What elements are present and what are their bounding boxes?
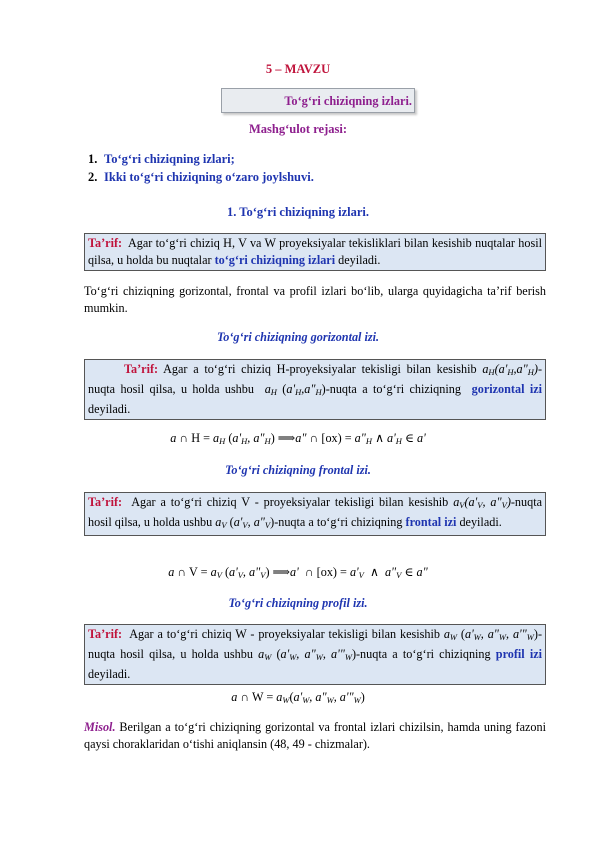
definition-box-profile: Ta’rif: Agar a to‘g‘ri chiziq W - proyeksiyalar tekisligi bilan kesishib $a_W$ ($a'_W$, $a"_W$, $a'"_W$)-nuqta hosil qilsa, u holda ushbu $a_W$ ($a'_W$, $a"_W$, $a'"_W$)-nuqta a to‘g‘ri chiziqning profil izi deyiladi. [84,624,546,685]
example-paragraph [84,719,546,753]
intro-paragraph: To‘g‘ri chiziqning gorizontal, frontal va profil izlari bo‘lib, ularga quyidagicha ta’rif berish mumkin. [84,284,546,315]
example-label: Misol. [84,720,116,734]
definition-box-frontal: Ta’rif: Agar a to‘g‘ri chiziq V - proyeksiyalar tekisligi bilan kesishib $a_V(a'_V$, $a"_V$)-nuqta hosil qilsa, u holda ushbu $a_V$ ($a'_V$, $a"_V$)-nuqta a to‘g‘ri chiziqning frontal izi deyiladi. [84,492,546,536]
plan-title: Mashg‘ulot rejasi: [248,122,348,136]
definition-text: Agar a to‘g‘ri chiziq H-proyeksiyalar tekisligi bilan kesishib [163,362,477,376]
section-title: 1. To‘g‘ri chiziqning izlari. [226,205,370,219]
definition-text: Agar a to‘g‘ri chiziq W - proyeksiyalar tekisligi bilan kesishib [129,627,440,641]
definition-text: Agar a to‘g‘ri chiziq V - proyeksiyalar tekisligi bilan kesishib [131,495,449,509]
definition-text: -nuqta a to‘g‘ri chiziqning [274,515,403,529]
plan-text: To‘g‘ri chiziqning izlari; [104,152,235,166]
horizontal-trace-title: To‘g‘ri chiziqning gorizontal izi. [216,330,380,344]
plan-item-2 [88,170,314,185]
definition-label: Ta’rif: [88,236,123,250]
definition-term: profil izi [495,647,543,661]
definition-text: -nuqta hosil qilsa, u holda ushbu [88,627,542,661]
plan-text: Ikki to‘g‘ri chiziqning o‘zaro joylshuvi. [104,170,314,184]
definition-end: deyiladi. [459,515,502,529]
definition-end: deyiladi. [88,667,131,681]
definition-label: Ta’rif: [88,627,123,641]
definition-text: -nuqta a [356,647,398,661]
definition-end: deyiladi. [88,402,131,416]
definition-label: Ta’rif: [88,495,123,509]
definition-box-horizontal: Ta’rif: Agar a to‘g‘ri chiziq H-proyeksiyalar tekisligi bilan kesishib $a_H(a'_H,a"_H)$-nuqta hosil qilsa, u holda ushbu $a_H$ $(a'_H,a"_H)$-nuqta a to‘g‘ri chiziqning gorizontal izi deyiladi. [84,359,546,420]
topic-box: To‘g‘ri chiziqning izlari. [221,88,415,113]
plan-item-1 [88,152,235,167]
definition-text: -nuqta hosil qilsa, u holda ushbu [88,495,543,529]
formula-horizontal: a ∩ $H = a_H$ ($a'_H$, $a"_H$) ⟹a" ∩ $[ox) = a"_H$ ∧ $a'_H$ ∈ a' [170,431,426,446]
definition-end: deyiladi. [338,253,381,267]
definition-text: Agar to‘g‘ri chiziq H, V va W proyeksiyalar tekisliklari bilan kesishib nuqtalar hosil qilsa, u holda bu nuqtalar [88,236,542,267]
formula-frontal: a ∩ $V = a_V$ ($a'_V$, $a"_V$) ⟹a' ∩ $[ox) = a'_V$ ∧ $a"_V$ ∈ a" [168,565,428,580]
definition-text: -nuqta a to‘g‘ri chiziqning [325,382,461,396]
definition-text: -nuqta hosil qilsa, u holda ushbu [88,362,542,396]
definition-label: Ta’rif: [124,362,159,376]
formula-profile: a ∩ $W = a_W(a'_W$, $a"_W$, $a'"_W$) [231,690,365,705]
plan-number: 2. [88,170,98,184]
plan-number: 1. [88,152,98,166]
definition-term: to‘g‘ri chiziqning izlari [214,253,336,267]
definition-text: to‘g‘ri chiziqning [402,647,491,661]
definition-box-traces [84,233,546,271]
definition-term: gorizontal izi [471,382,543,396]
page-title: 5 – MAVZU [265,62,331,76]
frontal-trace-title: To‘g‘ri chiziqning frontal izi. [225,463,371,477]
profile-trace-title: To‘g‘ri chiziqning profil izi. [228,596,368,610]
example-text: Berilgan a to‘g‘ri chiziqning gorizontal va frontal izlari chizilsin, hamda uning fazoni qaysi choraklaridan o‘tishi aniqlansin (48, 49 - chizmalar). [84,720,546,751]
definition-term: frontal izi [405,515,457,529]
